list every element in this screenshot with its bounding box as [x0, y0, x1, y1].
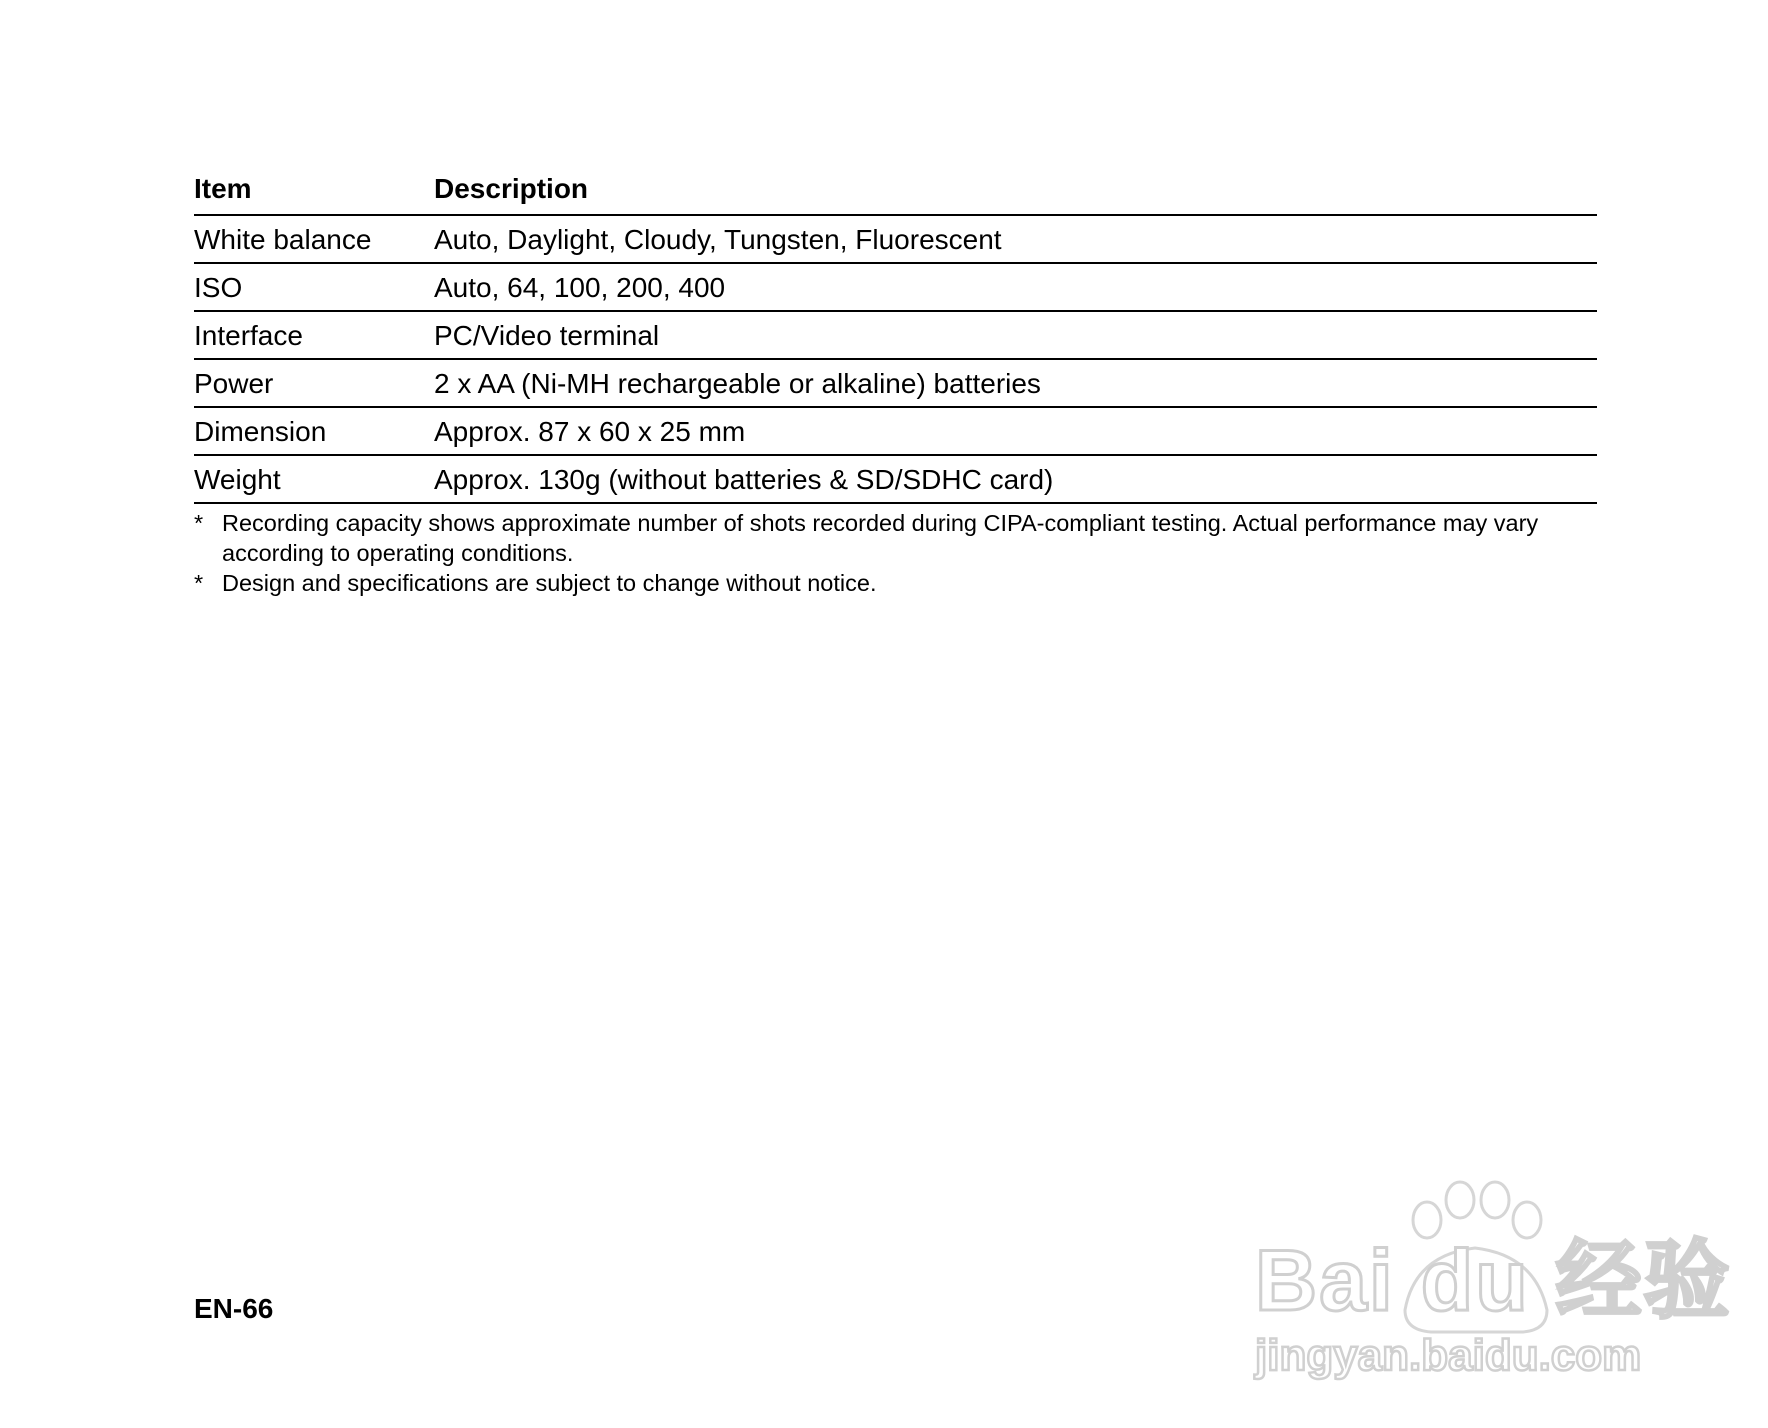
row-description: 2 x AA (Ni-MH rechargeable or alkaline) batteries: [434, 367, 1041, 399]
row-description: Auto, Daylight, Cloudy, Tungsten, Fluorescent: [434, 223, 1002, 255]
row-item: ISO: [194, 271, 243, 303]
table-row: [194, 359, 1597, 407]
footnote-text: Design and specifications are subject to change without notice.: [222, 570, 877, 596]
footnote-marker: *: [194, 570, 204, 596]
row-item: White balance: [194, 223, 372, 255]
watermark-url-text: jingyan.baidu.com: [1255, 1331, 1642, 1380]
footnote: [194, 568, 1604, 598]
watermark-brand-text: Bai du 经验: [1255, 1233, 1732, 1329]
footnotes: [194, 508, 1604, 598]
table-row: [194, 455, 1597, 503]
table-row: [194, 215, 1597, 263]
row-item: Interface: [194, 319, 303, 351]
row-description: Auto, 64, 100, 200, 400: [434, 271, 726, 303]
footnote-text: Recording capacity shows approximate number of shots recorded during CIPA-compliant testing. Actual performance may vary according to operating conditions.: [222, 510, 1539, 566]
row-item: Weight: [194, 463, 281, 495]
baidu-watermark-logo: [1255, 1160, 1732, 1390]
footnote-marker: *: [194, 510, 204, 536]
column-header-item: Item: [194, 173, 252, 204]
page-number: EN-66: [194, 1293, 274, 1324]
table-row: [194, 407, 1597, 455]
row-description: Approx. 130g (without batteries & SD/SDHC card): [434, 463, 1054, 495]
row-item: Power: [194, 367, 274, 399]
row-item: Dimension: [194, 415, 327, 447]
column-header-description: Description: [434, 173, 589, 204]
table-header-row: [194, 162, 1597, 215]
row-description: PC/Video terminal: [434, 319, 660, 351]
row-description: Approx. 87 x 60 x 25 mm: [434, 415, 746, 447]
table-row: [194, 311, 1597, 359]
specifications-table: [194, 162, 1597, 504]
footnote: [194, 508, 1604, 568]
table-row: [194, 263, 1597, 311]
